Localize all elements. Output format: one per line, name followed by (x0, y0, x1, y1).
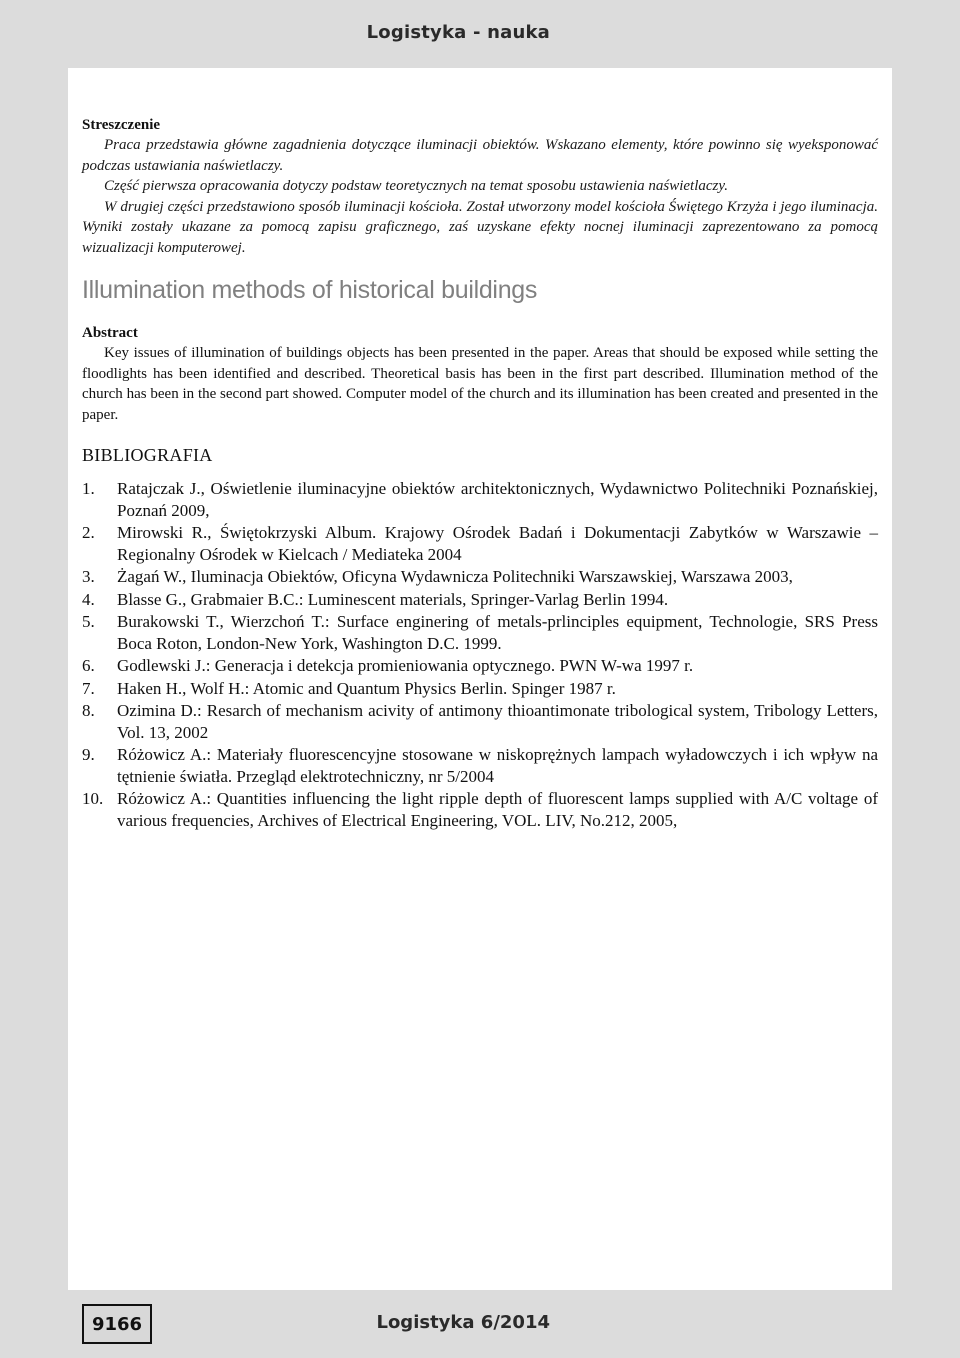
item-text: Mirowski R., Świętokrzyski Album. Krajowy Ośrodek Badań i Dokumentacji Zabytków w Warszawie – Regionalny Ośrodek w Kielcach / Mediateka 2004 (117, 523, 878, 564)
bibliography-item (82, 478, 878, 521)
bibliography-item (82, 655, 878, 677)
item-number: 8. (82, 701, 95, 720)
abstract-heading: Abstract (82, 325, 138, 341)
item-text: Różowicz A.: Materiały fluorescencyjne stosowane w niskoprężnych lampach wyładowczych i ich wpływ na tętnienie światła. Przegląd elektrotechniczny, nr 5/2004 (117, 745, 878, 786)
item-text: Różowicz A.: Quantities influencing the light ripple depth of fluorescent lamps supplied with A/C voltage of various frequencies, Archives of Electrical Engineering, VOL. LIV, No.212, 2005, (117, 789, 878, 830)
bibliography-item (82, 566, 878, 588)
running-header: Logistyka - nauka (366, 22, 550, 43)
item-text: Żagań W., Iluminacja Obiektów, Oficyna Wydawnicza Politechniki Warszawskiej, Warszawa 2003, (117, 567, 793, 586)
english-title: Illumination methods of historical buildings (82, 276, 538, 304)
item-number: 6. (82, 656, 95, 675)
bibliography-item (82, 589, 878, 611)
abstract-paragraph: Key issues of illumination of buildings objects has been presented in the paper. Areas that should be exposed while setting the floodlights has been identified and described. Theoretical basis has been in the first part described. Illumination method of the church has been in the second part showed. Computer model of the church and its illumination has been created and presented in the paper. (82, 345, 878, 423)
bibliography-heading: BIBLIOGRAFIA (82, 445, 213, 465)
bibliography-item (82, 611, 878, 654)
bibliography-item (82, 788, 878, 831)
streszczenie-paragraph: Część pierwsza opracowania dotyczy podstaw teoretycznych na temat sposobu ustawienia naświetlaczy. (104, 178, 728, 194)
streszczenie-heading: Streszczenie (82, 117, 161, 133)
item-number: 4. (82, 589, 95, 609)
item-number: 10. (82, 789, 104, 808)
journal-issue-footer: Logistyka 6/2014 (376, 1312, 550, 1333)
item-text: Ratajczak J., Oświetlenie iluminacyjne obiektów architektonicznych, Wydawnictwo Politechniki Poznańskiej, Poznań 2009, (117, 479, 878, 520)
item-text: Haken H., Wolf H.: Atomic and Quantum Physics Berlin. Spinger 1987 r. (117, 678, 616, 698)
item-text: Ozimina D.: Resarch of mechanism acivity of antimony thioantimonate tribological system, Tribology Letters, Vol. 13, 2002 (117, 701, 878, 742)
item-text: Blasse G., Grabmaier B.C.: Luminescent materials, Springer-Varlag Berlin 1994. (117, 589, 669, 609)
item-number: 1. (82, 479, 95, 498)
page-content (82, 115, 878, 832)
streszczenie-paragraph: W drugiej części przedstawiono sposób iluminacji kościoła. Został utworzony model kościoła Świętego Krzyża i jego iluminacja. Wyniki zostały ukazane za pomocą zapisu graficznego, zaś uzyskane efekty nocnej iluminacji zaprezentowano za pomocą wizualizacji komputerowej. (82, 198, 878, 256)
bibliography-item (82, 700, 878, 743)
abstract-body (82, 343, 878, 425)
item-number: 3. (82, 567, 95, 586)
item-number: 9. (82, 745, 95, 764)
item-number: 2. (82, 523, 95, 542)
streszczenie-body (82, 135, 878, 258)
item-text: Burakowski T., Wierzchoń T.: Surface enginering of metals-prlinciples equipment, Technologie, SRS Press Boca Roton, London-New York, Washington D.C. 1999. (117, 612, 878, 653)
bibliography-item (82, 744, 878, 787)
bibliography-list (82, 478, 878, 831)
bibliography-item (82, 522, 878, 565)
bibliography-item (82, 678, 878, 700)
streszczenie-paragraph: Praca przedstawia główne zagadnienia dotyczące iluminacji obiektów. Wskazano elementy, które powinno się wyeksponować podczas ustawiania naświetlaczy. (82, 137, 878, 174)
page-sheet (68, 68, 892, 1290)
item-number: 5. (82, 612, 95, 631)
page-number-box: 9166 (82, 1304, 152, 1344)
item-text: Godlewski J.: Generacja i detekcja promieniowania optycznego. PWN W-wa 1997 r. (117, 656, 694, 675)
item-number: 7. (82, 678, 95, 698)
